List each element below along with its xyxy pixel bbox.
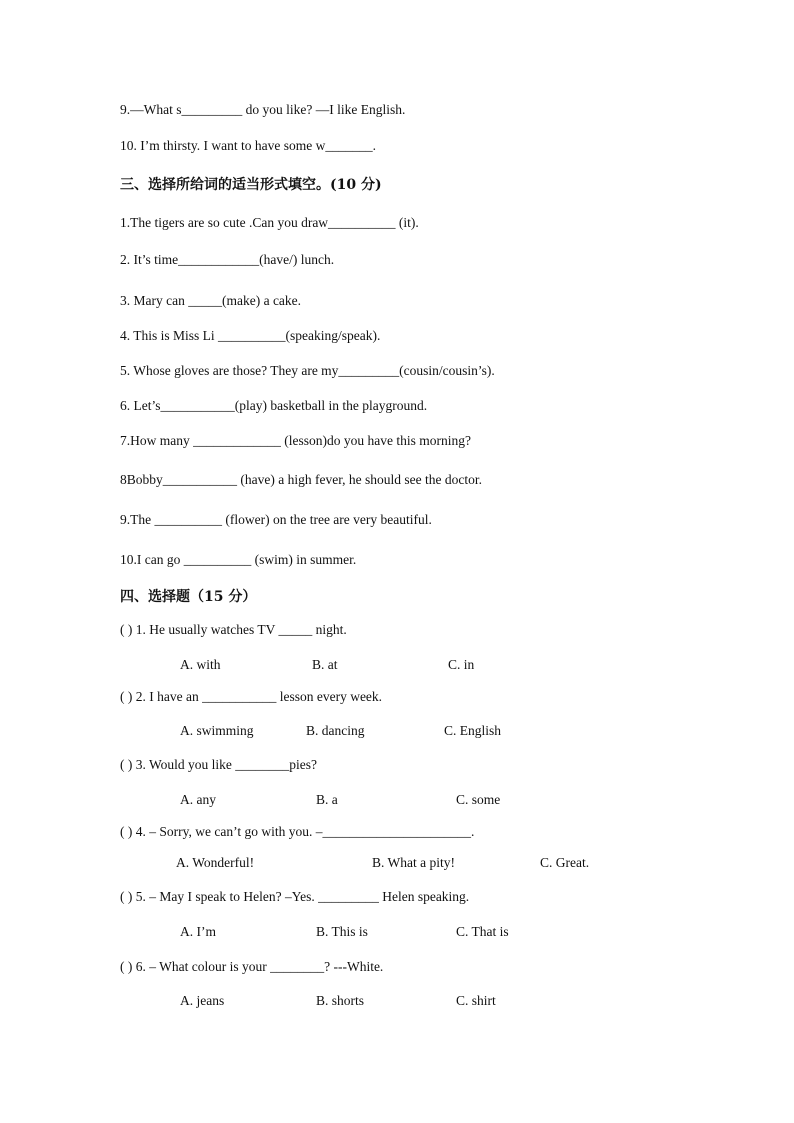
s4-q3-option-c: C. some [456, 792, 501, 807]
s4-q5-option-a: A. I’m [180, 924, 216, 939]
section-4-title: 四、选择题（15 分） [120, 589, 257, 605]
s4-question-5: ( ) 5. – May I speak to Helen? –Yes. _________ Helen speaking. [120, 889, 470, 904]
question-9-part2: 9.—What s_________ do you like? —I like English. [120, 102, 406, 117]
s4-q4-option-c: C. Great. [540, 855, 590, 870]
s4-q2-option-b: B. dancing [306, 723, 365, 738]
s3-question-7: 7.How many _____________ (lesson)do you have this morning? [120, 433, 471, 448]
s3-question-1: 1.The tigers are so cute .Can you draw__________ (it). [120, 215, 419, 230]
s4-q6-option-b: B. shorts [316, 993, 365, 1008]
s4-question-3: ( ) 3. Would you like ________pies? [120, 757, 318, 772]
s4-question-6: ( ) 6. – What colour is your ________? ---White. [120, 959, 384, 974]
s4-q3-option-b: B. a [316, 792, 338, 807]
s3-question-8: 8Bobby___________ (have) a high fever, he should see the doctor. [120, 472, 483, 487]
s4-question-2: ( ) 2. I have an ___________ lesson every week. [120, 689, 383, 704]
s4-q1-option-a: A. with [180, 657, 221, 672]
s4-q2-option-a: A. swimming [180, 723, 254, 738]
question-10-part2: 10. I’m thirsty. I want to have some w_______. [120, 138, 376, 153]
s4-q6-option-a: A. jeans [180, 993, 225, 1008]
s3-question-5: 5. Whose gloves are those? They are my_________(cousin/cousin’s). [120, 363, 495, 378]
s4-q4-option-a: A. Wonderful! [176, 855, 255, 870]
s4-question-1: ( ) 1. He usually watches TV _____ night. [120, 622, 347, 637]
s3-question-6: 6. Let’s___________(play) basketball in the playground. [120, 398, 428, 413]
s3-question-4: 4. This is Miss Li __________(speaking/speak). [120, 328, 381, 343]
s4-q2-option-c: C. English [444, 723, 502, 738]
s3-question-3: 3. Mary can _____(make) a cake. [120, 293, 302, 308]
section-3-title: 三、选择所给词的适当形式填空。(10 分) [120, 177, 382, 193]
s4-q6-option-c: C. shirt [456, 993, 496, 1008]
s4-q1-option-b: B. at [312, 657, 338, 672]
s4-q3-option-a: A. any [180, 792, 216, 807]
s3-question-9: 9.The __________ (flower) on the tree are very beautiful. [120, 512, 432, 527]
s3-question-10: 10.I can go __________ (swim) in summer. [120, 552, 357, 567]
s4-q5-option-c: C. That is [456, 924, 509, 939]
s4-q5-option-b: B. This is [316, 924, 368, 939]
s4-q1-option-c: C. in [448, 657, 475, 672]
s4-question-4: ( ) 4. – Sorry, we can’t go with you. –______________________. [120, 824, 475, 839]
s3-question-2: 2. It’s time____________(have/) lunch. [120, 252, 335, 267]
s4-q4-option-b: B. What a pity! [372, 855, 455, 870]
